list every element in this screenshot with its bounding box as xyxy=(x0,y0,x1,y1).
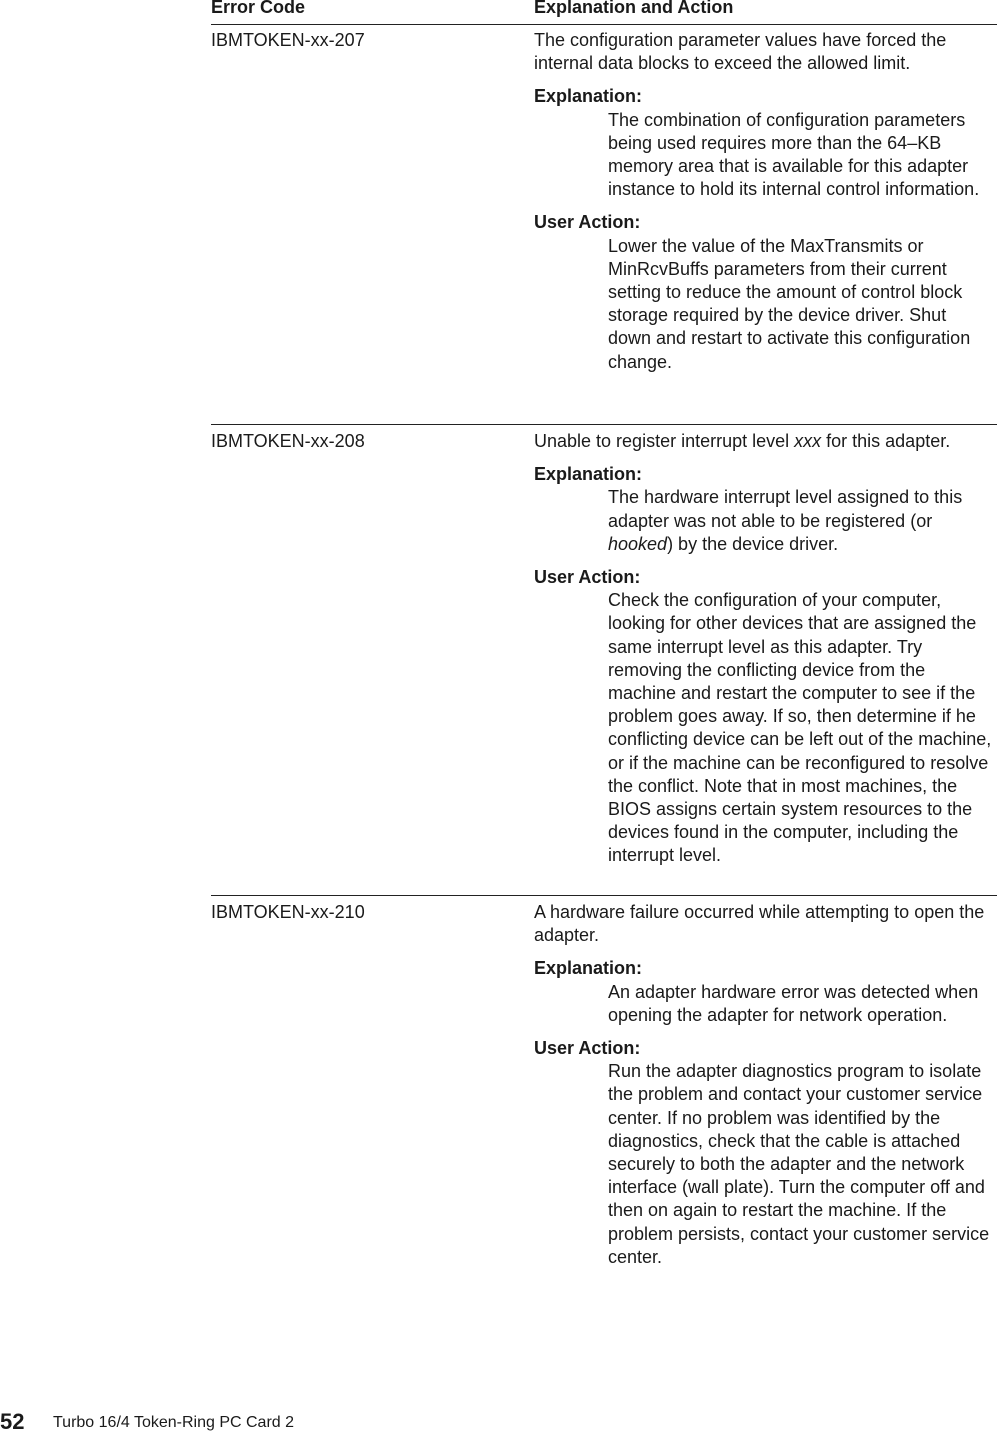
user-action-label: User Action: xyxy=(534,212,641,233)
table-header xyxy=(211,0,997,25)
user-action-text: Lower the value of the MaxTransmits or MinRcvBuffs parameters from their current setting to reduce the amount of control block storage required by the device driver. Shut down and restart to activate this configuration change. xyxy=(608,235,971,372)
user-action-text: Run the adapter diagnostics program to isolate the problem and contact your customer service center. If no problem was identified by the diagnostics, check that the cable is attached securely to both the adapter and the network interface (wall plate). Turn the computer off and then on again to restart the machine. If the problem persists, contact your customer service center. xyxy=(608,1061,990,1267)
error-code: IBMTOKEN-xx-208 xyxy=(211,431,365,451)
error-description xyxy=(534,430,994,878)
error-summary: A hardware failure occurred while attempting to open the adapter. xyxy=(534,902,985,946)
user-action-label: User Action: xyxy=(534,1038,641,1059)
summary-text-end: for this adapter. xyxy=(821,431,951,451)
column-header-explanation-action: Explanation and Action xyxy=(534,0,734,17)
error-description xyxy=(534,29,994,384)
explanation-label: Explanation: xyxy=(534,958,643,979)
explanation-text: The combination of configuration parameters being used requires more than the 64–KB memory area that is available for this adapter instance to hold its internal control information. xyxy=(608,109,980,200)
explanation-text-end: ) by the device driver. xyxy=(667,533,839,554)
column-header-error-code: Error Code xyxy=(211,0,306,17)
user-action-text: Check the configuration of your computer, looking for other devices that are assigned the same interrupt level as this adapter. Try removing the conflicting device from the machine and restart the computer to see if the problem goes away. If so, then determine if he conflicting device can be left out of the machine, or if the machine can be reconfigured to resolve the conflict. Note that in most machines, the BIOS assigns certain system resources to the devices found in the computer, including the interrupt level. xyxy=(608,590,992,866)
error-entry-208 xyxy=(211,424,997,866)
error-entry-210 xyxy=(211,895,997,1267)
error-code: IBMTOKEN-xx-207 xyxy=(211,30,365,50)
error-summary: The configuration parameter values have forced the internal data blocks to exceed the allowed limit. xyxy=(534,30,947,74)
summary-text: Unable to register interrupt level xyxy=(534,431,795,451)
explanation-emphasis: hooked xyxy=(608,533,668,554)
summary-variable: xxx xyxy=(794,431,822,451)
explanation-text: An adapter hardware error was detected when opening the adapter for network operation. xyxy=(608,981,979,1025)
explanation-label: Explanation: xyxy=(534,86,643,107)
explanation-text-start: The hardware interrupt level assigned to this adapter was not able to be registered (or xyxy=(608,487,963,531)
user-action-label: User Action: xyxy=(534,567,641,588)
error-code: IBMTOKEN-xx-210 xyxy=(211,902,365,922)
page-number: 52 xyxy=(0,1409,25,1434)
error-description xyxy=(534,901,994,1279)
explanation-label: Explanation: xyxy=(534,464,643,485)
document-title: Turbo 16/4 Token-Ring PC Card 2 xyxy=(53,1414,295,1431)
explanation-text xyxy=(608,486,994,556)
error-summary xyxy=(534,430,994,453)
